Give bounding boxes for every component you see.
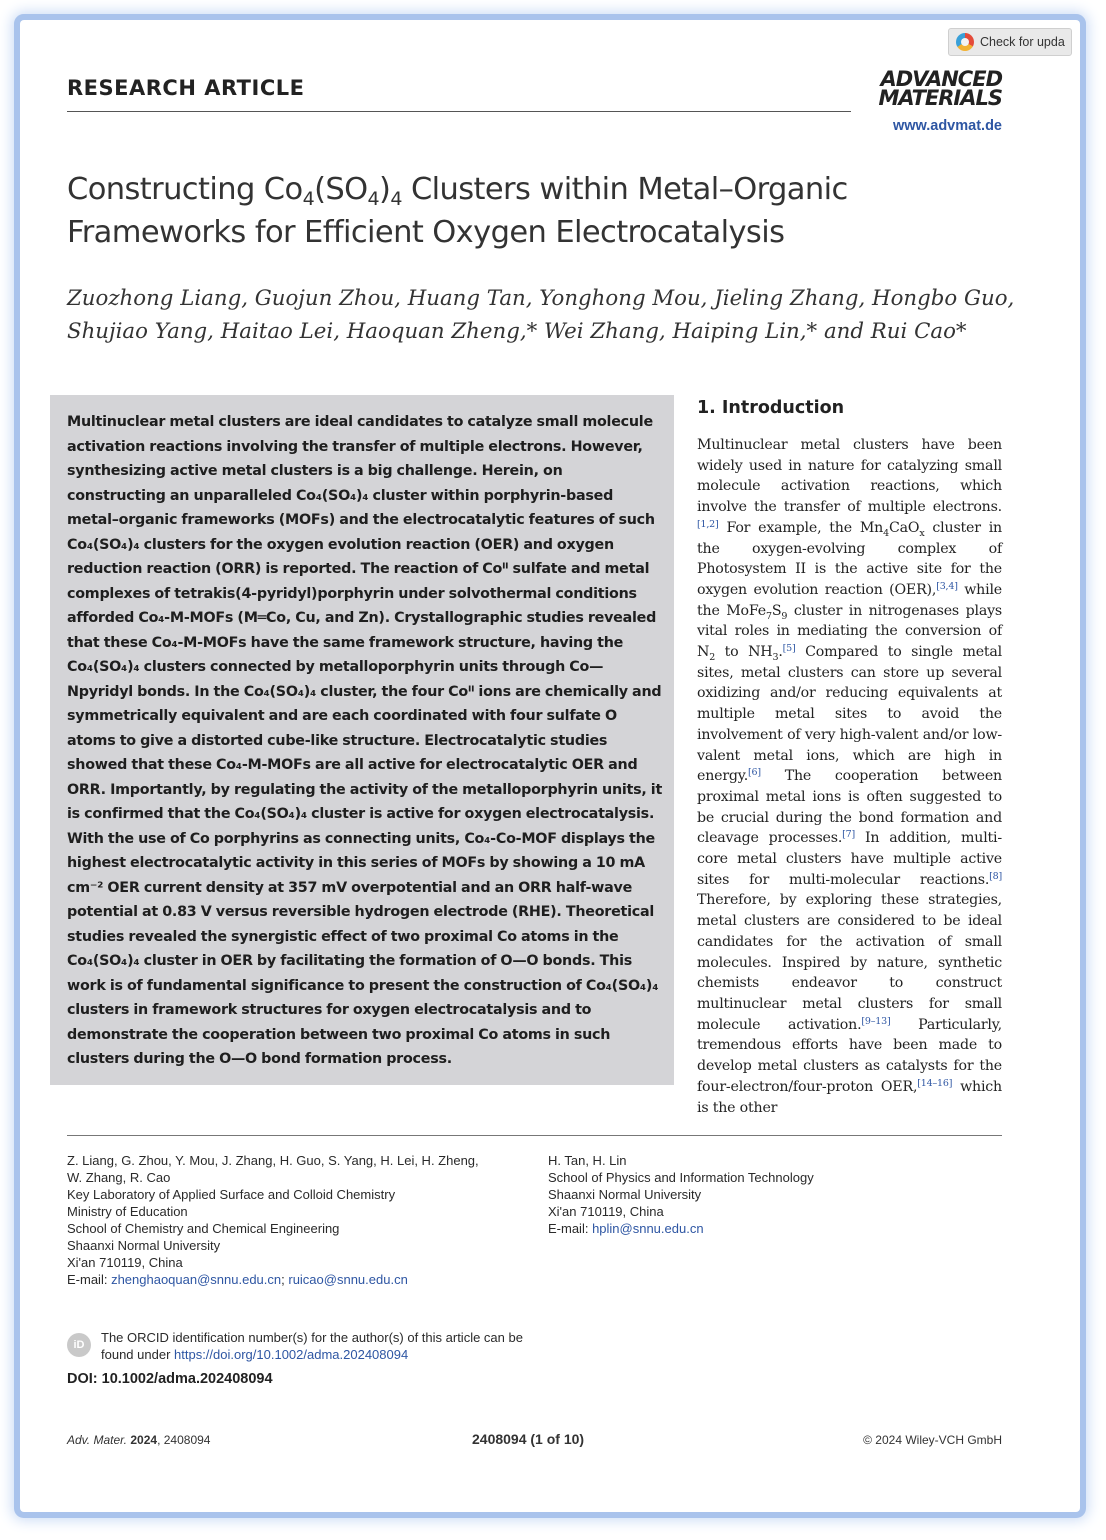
intro-text: Compared to single metal sites, metal clusters can store up several oxidizing and/or reducing equivalents at multiple metal sites to avoid the involvement of very high-valent and/or low-valent metal ions, which are high in energy. — [697, 644, 1003, 785]
intro-text: cluster in nitrogenases plays vital roles in mediating the conversion of N — [697, 602, 1002, 661]
affiliation-line: Ministry of Education — [67, 1204, 188, 1219]
title-text: Constructing Co — [67, 172, 303, 207]
footer-copyright: © 2024 Wiley-VCH GmbH — [863, 1433, 1002, 1447]
doi-label: DOI: 10.1002/adma.202408094 — [67, 1371, 273, 1387]
reference-link[interactable]: [1,2] — [697, 518, 719, 530]
header-divider — [67, 111, 851, 112]
affiliation-line: Key Laboratory of Applied Surface and Colloid Chemistry — [67, 1187, 396, 1202]
email-separator: ; — [281, 1272, 289, 1287]
affiliation-line: School of Chemistry and Chemical Engineering — [67, 1221, 340, 1236]
author-line-2: Shujiao Yang, Haitao Lei, Haoquan Zheng,* Wei Zhang, Haiping Lin,* and Rui Cao* — [67, 319, 967, 344]
title-subscript: 4 — [367, 188, 380, 210]
intro-text: CaO — [888, 519, 920, 536]
affiliation-line: Z. Liang, G. Zhou, Y. Mou, J. Zhang, H. Guo, S. Yang, H. Lei, H. Zheng, — [67, 1153, 479, 1168]
article-type: RESEARCH ARTICLE — [67, 76, 305, 100]
section-heading-introduction: 1. Introduction — [697, 398, 845, 418]
journal-logo-line2: MATERIALS — [878, 86, 1002, 110]
affiliation-right — [548, 1152, 878, 1237]
intro-text: For example, the Mn — [718, 519, 884, 536]
orcid-icon: iD — [67, 1333, 91, 1357]
email-link-lin[interactable]: hplin@snnu.edu.cn — [592, 1221, 704, 1236]
footer-journal: Adv. Mater. — [67, 1433, 128, 1447]
affiliation-line: School of Physics and Information Technology — [548, 1170, 814, 1185]
title-text: ) — [379, 172, 391, 207]
orcid-note — [101, 1329, 541, 1363]
intro-text: . — [778, 644, 783, 661]
intro-text: while the MoFe — [697, 581, 1002, 619]
intro-text: Particularly, tremendous efforts have been made to develop metal clusters as catalysts for the four-electron/four-proton OER, — [697, 1016, 1002, 1095]
email-label: E-mail: — [67, 1272, 112, 1287]
subscript: 3 — [772, 651, 779, 663]
reference-link[interactable]: [3,4] — [936, 580, 958, 592]
footer-year: 2024 — [130, 1433, 158, 1447]
affiliation-line: H. Tan, H. Lin — [548, 1153, 627, 1168]
title-line-2: Frameworks for Efficient Oxygen Electrocatalysis — [67, 215, 785, 250]
abstract-text: Multinuclear metal clusters are ideal candidates to catalyze small molecule activation reactions involving the transfer of multiple electrons. However, synthesizing active metal clusters is a big challenge. Herein, on constructing an unparalleled Co₄(SO₄)₄ cluster within porphyrin-based metal–organic frameworks (MOFs) and the electrocatalytic features of such Co₄(SO₄)₄ clusters for the oxygen evolution reaction (OER) and oxygen reduction reaction (ORR) is reported. The reaction of Coᴵᴵ sulfate and metal complexes of tetrakis(4-pyridyl)porphyrin under solvothermal conditions afforded Co₄-M-MOFs (M═Co, Cu, and Zn). Crystallographic studies revealed that these Co₄-M-MOFs have the same framework structure, having the Co₄(SO₄)₄ clusters connected by metalloporphyrin units through Co—Npyridyl bonds. In the Co₄(SO₄)₄ cluster, the four Coᴵᴵ ions are chemically and symmetrically equivalent and are each coordinated with four sulfate O atoms to give a distorted cube-like structure. Electrocatalytic studies showed that these Co₄-M-MOFs are all active for electrocatalytic OER and ORR. Importantly, by regulating the activity of the metalloporphyrin units, it is confirmed that the Co₄(SO₄)₄ cluster is active for oxygen electrocatalysis. With the use of Co porphyrins as connecting units, Co₄-Co-MOF displays the highest electrocatalytic activity in this series of MOFs by showing a 10 mA cm⁻² OER current density at 357 mV overpotential and an ORR half-wave potential at 0.83 V versus reversible hydrogen electrode (RHE). Theoretical studies revealed the synergistic effect of two proximal Co atoms in the Co₄(SO₄)₄ cluster in OER by facilitating the formation of O—O bonds. This work is of fundamental significance to present the construction of Co₄(SO₄)₄ clusters in framework structures for oxygen electrocatalysis and to demonstrate the cooperation between two proximal Co atoms in such clusters during the O—O bond formation process. — [67, 414, 663, 1067]
footer-article-number: , 2408094 — [157, 1433, 211, 1447]
check-for-updates-label: Check for upda — [980, 35, 1065, 49]
affiliation-line: W. Zhang, R. Cao — [67, 1170, 171, 1185]
reference-link[interactable]: [5] — [782, 643, 796, 655]
article-title — [67, 168, 1027, 254]
email-label: E-mail: — [548, 1221, 593, 1236]
affiliation-left — [67, 1152, 527, 1288]
check-for-updates-button[interactable] — [948, 28, 1072, 56]
title-text: Clusters within Metal–Organic — [401, 172, 848, 207]
orcid-doi-link[interactable]: https://doi.org/10.1002/adma.202408094 — [174, 1347, 409, 1362]
email-link-cao[interactable]: ruicao@snnu.edu.cn — [288, 1272, 408, 1287]
journal-logo — [852, 67, 1002, 110]
subscript: 7 — [765, 610, 772, 622]
affiliation-divider — [67, 1135, 1002, 1136]
intro-text: S — [771, 602, 782, 619]
intro-text: Multinuclear metal clusters have been widely used in nature for catalyzing small molecule activation reactions, which involve the transfer of multiple electrons. — [697, 437, 1002, 516]
intro-text: cluster in the oxygen-evolving complex of Photosystem II is the active site for the oxygen evolution reaction (OER), — [697, 519, 1002, 598]
subscript: 4 — [883, 527, 889, 539]
affiliation-line: Shaanxi Normal University — [548, 1187, 702, 1202]
journal-logo-line1: ADVANCED — [880, 67, 1002, 91]
reference-link[interactable]: [14–16] — [917, 1077, 953, 1089]
intro-text: which is the other — [697, 1078, 1002, 1116]
intro-text: In addition, multi-core metal clusters have multiple active sites for multi-molecular reactions. — [697, 830, 1002, 888]
intro-text: The cooperation between proximal metal ions is often suggested to be crucial during the bond formation and cleavage processes. — [697, 768, 1002, 847]
title-subscript: 4 — [390, 188, 402, 210]
author-list — [67, 282, 1027, 348]
journal-url-link[interactable]: www.advmat.de — [892, 118, 1002, 134]
intro-text: Therefore, by exploring these strategies, metal clusters are considered to be ideal candidates for the activation of small molecules. Inspired by nature, synthetic chemists endeavor to construct multinuclear metal clusters for small molecule activation. — [697, 892, 1002, 1033]
crossmark-icon — [956, 33, 974, 51]
affiliation-line: Shaanxi Normal University — [67, 1238, 221, 1253]
affiliation-line: Xi'an 710119, China — [67, 1255, 183, 1270]
orcid-note-text: The ORCID identification number(s) for the author(s) of this article can be found under — [101, 1330, 523, 1362]
reference-link[interactable]: [8] — [989, 870, 1002, 882]
reference-link[interactable]: [6] — [748, 767, 761, 779]
affiliation-email-line — [548, 1220, 878, 1237]
title-text: (SO — [314, 172, 368, 207]
email-link-zheng[interactable]: zhenghaoquan@snnu.edu.cn — [111, 1272, 282, 1287]
author-line-1: Zuozhong Liang, Guojun Zhou, Huang Tan, Yonghong Mou, Jieling Zhang, Hongbo Guo, — [67, 286, 1015, 311]
reference-link[interactable]: [9–13] — [861, 1015, 891, 1027]
subscript: 9 — [781, 610, 788, 622]
reference-link[interactable]: [7] — [842, 829, 856, 841]
introduction-text — [697, 435, 1002, 1118]
subscript: 2 — [709, 651, 716, 663]
affiliation-email-line — [67, 1271, 527, 1288]
intro-text: to NH — [715, 644, 773, 661]
affiliation-line: Xi'an 710119, China — [548, 1204, 664, 1219]
footer-page-number: 2408094 (1 of 10) — [472, 1431, 585, 1447]
footer-citation — [67, 1433, 210, 1447]
title-subscript: 4 — [302, 188, 315, 210]
subscript: x — [919, 527, 925, 539]
